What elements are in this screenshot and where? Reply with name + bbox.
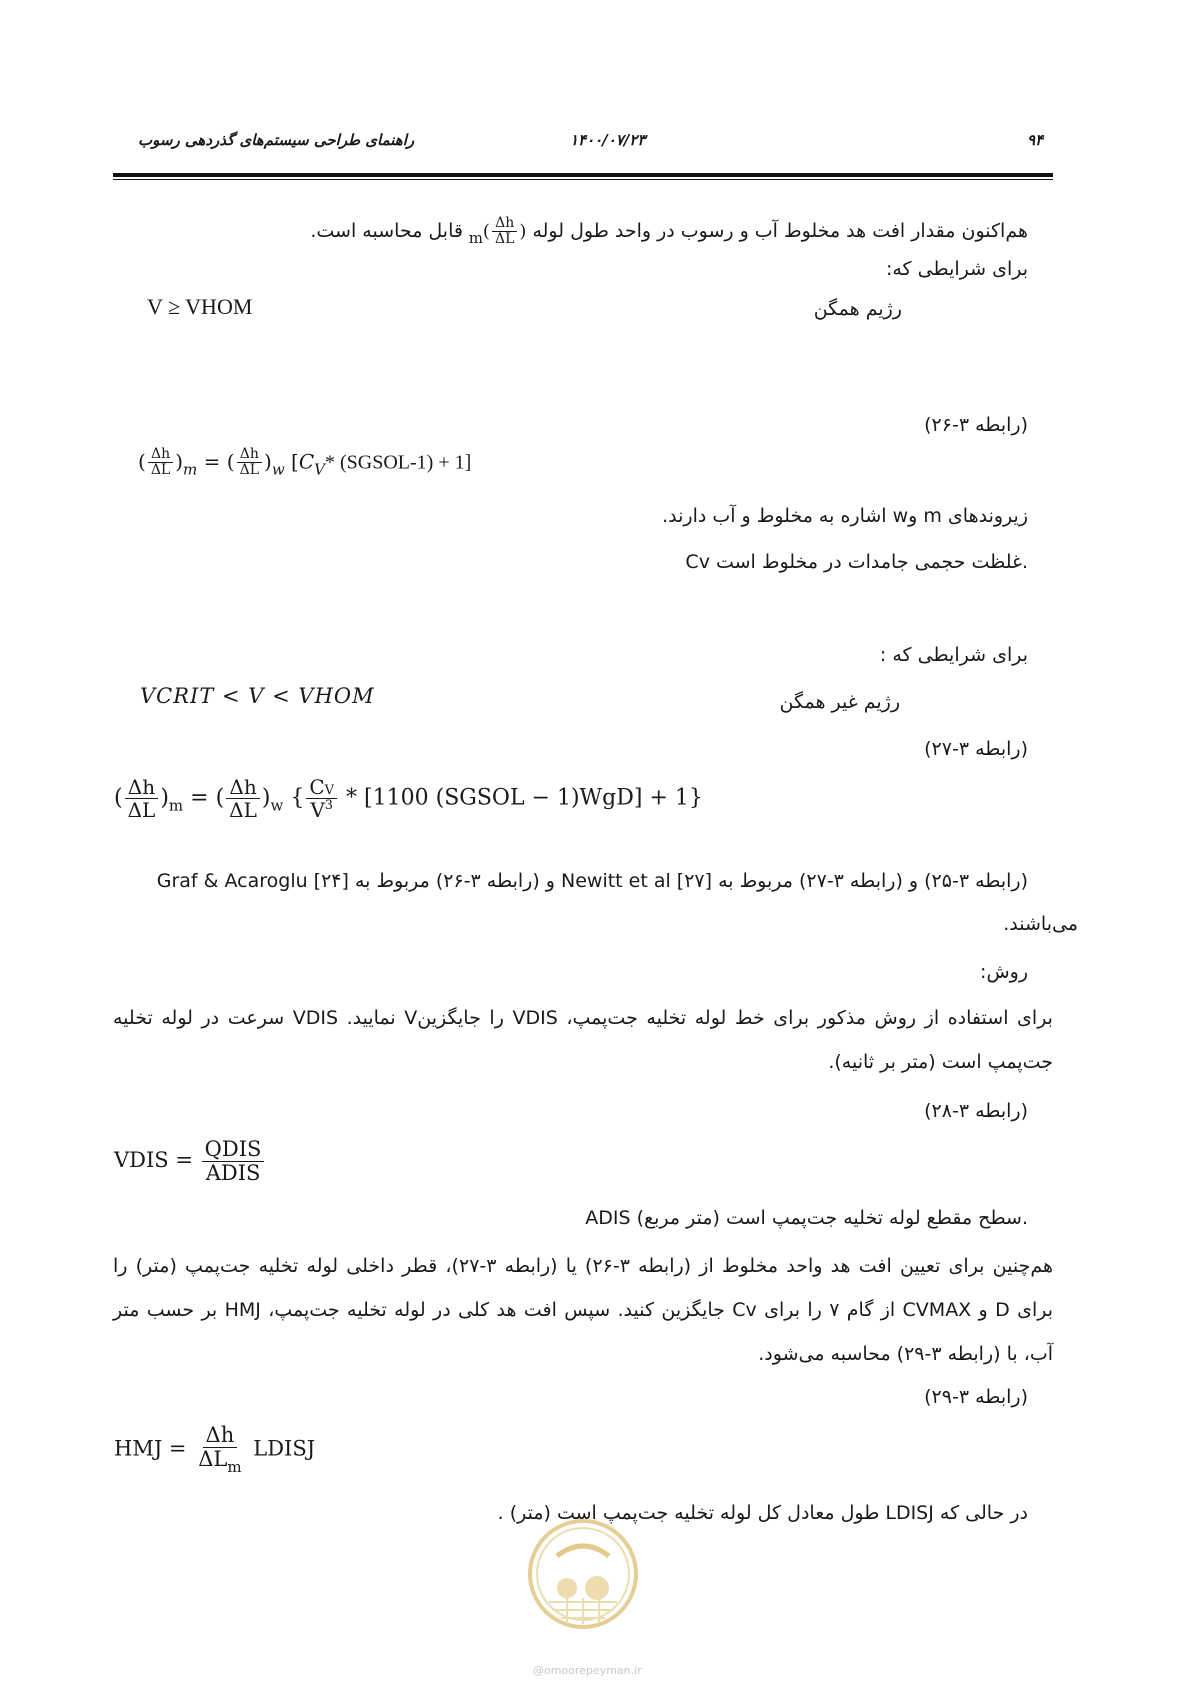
subscripts-note: زیروندهای m وw اشاره به مخلوط و آب دارند. — [662, 505, 1028, 527]
equation-26: ( $\frac{\Delta h}{\Delta L}$ )$_m$ = ( $\frac{\Delta h}{\Delta L}$ )$_w$ [$C_V*$ (SGSOL-1) + 1] — [138, 446, 472, 479]
condition2-regime: رژیم غیر همگن — [779, 691, 900, 713]
eq26-cv: C — [298, 449, 315, 474]
eq26-frac-w-num: Δh — [237, 447, 262, 463]
eq26-bracket: [ — [291, 449, 299, 474]
eq27-v: V — [310, 798, 325, 823]
equation-27: ( $\frac{\Delta h}{\Delta L}$ )$_m$ = ( $\frac{\Delta h}{\Delta L}$ )$_w$ { $\frac{CV}{V^3}$ * [1100 (SGSOL − 1)WgD] + 1} — [114, 775, 703, 823]
eq27-sub-m: m — [168, 796, 184, 815]
eq26-frac-w — [237, 447, 262, 479]
hmj-rhs: LDISJ — [253, 1436, 316, 1461]
condition2-expression: VCRIT < V < VHOM — [140, 684, 375, 708]
eq26-frac-m-den: ΔL — [150, 462, 171, 479]
cvmax-paragraph: هم‌چنین برای تعیین افت هد واحد مخلوط از (رابطه ۳-۲۶) یا (رابطه ۳-۲۷)، قطر داخلی لوله تخلیه جت‌پمپ (متر) را برای D و CVMAX از گام ۷ را برای Cv جایگزین کنید. سپس افت هد کلی در لوله تخلیه جت‌پمپ، HMJ بر حسب متر آب، با (رابطه ۳-۲۹) محاسبه می‌شود. — [113, 1255, 1053, 1365]
cv-note: Cv غلظت حجمی جامدات در مخلوط است. — [685, 551, 1028, 573]
watermark-site: @omoorepeyman.ir — [533, 1664, 642, 1677]
relation-26-label: (رابطه ۳-۲۶) — [924, 414, 1028, 436]
eq27-frac-m-den: ΔL — [127, 798, 156, 823]
hmj-den-text: ΔL — [198, 1447, 228, 1472]
hmj-denominator — [195, 1448, 244, 1476]
equation-28 — [114, 1138, 266, 1185]
eq26-frac-m-num: Δh — [148, 447, 173, 463]
references-line-2: می‌باشند. — [1003, 913, 1078, 935]
eq26-frac-m — [148, 447, 173, 479]
condition1-expression: V ≥ VHOM — [147, 294, 253, 319]
watermark-seal-icon — [527, 1518, 639, 1630]
vdis-numerator: QDIS — [202, 1138, 265, 1162]
eq27-frac-m — [125, 776, 159, 821]
eq27-frac-m-num: Δh — [125, 776, 158, 799]
equation-29 — [114, 1424, 315, 1476]
eq27-frac-w — [226, 776, 260, 821]
eq27-v-sup: 3 — [324, 798, 334, 814]
inline-fraction-dh-dl-m: ( $\frac{\Delta h}{\Delta L}$ )$_m$ — [468, 215, 527, 248]
ldisj-note: در حالی که LDISJ طول معادل کل لوله تخلیه جت‌پمپ است (متر) . — [497, 1502, 1028, 1524]
eq27-frac-cv — [306, 776, 337, 821]
relation-27-label: (رابطه ۳-۲۷) — [924, 738, 1028, 760]
header-rule-thick — [113, 173, 1053, 177]
eq26-cv-sub: V — [314, 460, 325, 479]
eq26-rest: * (SGSOL-1) + 1] — [324, 451, 472, 474]
eq26-equals: = — [203, 449, 221, 474]
eq27-equals: = — [190, 785, 209, 811]
eq27-tail: * [1100 (SGSOL − 1)WgD] + 1} — [346, 785, 703, 811]
eq26-frac-w-den: ΔL — [239, 462, 259, 479]
vdis-fraction — [202, 1138, 265, 1185]
adis-note: ADIS سطح مقطع لوله تخلیه جت‌پمپ است (متر مربع). — [585, 1207, 1028, 1229]
method-label: روش: — [980, 961, 1028, 983]
eq27-sub-w: w — [270, 796, 284, 815]
intro-paragraph — [310, 216, 1028, 248]
eq26-sub-w: w — [271, 460, 285, 479]
condition1-regime: رژیم همگن — [813, 298, 902, 320]
eq27-cv: C — [309, 775, 325, 799]
inline-frac-den: ΔL — [494, 231, 515, 248]
header-book-title: راهنمای طراحی سیستم‌های گذردهی رسوب — [138, 131, 415, 149]
references-line-1: (رابطه ۳-۲۵) و (رابطه ۳-۲۷) مربوط به Newitt et al [۲۷] و (رابطه ۳-۲۶) مربوط به Graf & Acaroglu [۲۴] — [156, 870, 1028, 892]
page-number: ۹۴ — [1027, 131, 1044, 149]
method-paragraph: برای استفاده از روش مذکور برای خط لوله تخلیه جت‌پمپ، VDIS را جایگزینV نمایید. VDIS سرعت در لوله تخلیه جت‌پمپ است (متر بر ثانیه). — [113, 1007, 1053, 1073]
vdis-denominator: ADIS — [205, 1161, 261, 1186]
header-rule-thin — [113, 179, 1053, 180]
eq27-frac-w-num: Δh — [226, 776, 259, 799]
hmj-lhs: HMJ = — [114, 1436, 187, 1461]
eq27-cv-sub: V — [324, 783, 335, 798]
condition1-intro: برای شرایطی که: — [885, 258, 1028, 280]
relation-29-label: (رابطه ۳-۲۹) — [924, 1386, 1028, 1408]
hmj-numerator: Δh — [203, 1424, 238, 1448]
relation-28-label: (رابطه ۳-۲۸) — [924, 1100, 1028, 1122]
inline-frac-num: Δh — [492, 216, 517, 232]
intro-text-before: هم‌اکنون مقدار افت هد مخلوط آب و رسوب در واحد طول لوله — [532, 219, 1028, 242]
condition2-intro: برای شرایطی که : — [879, 644, 1028, 666]
intro-text-after: قابل محاسبه است. — [310, 219, 463, 242]
eq27-frac-w-den: ΔL — [229, 798, 257, 823]
eq27-frac-cv-num — [306, 776, 337, 799]
eq26-sub-m: m — [183, 460, 198, 479]
inline-frac — [492, 216, 517, 248]
vdis-lhs: VDIS = — [114, 1148, 193, 1173]
hmj-fraction — [195, 1424, 244, 1476]
header-date: ۱۴۰۰/۰۷/۲۳ — [570, 131, 646, 149]
inline-frac-sub: m — [468, 228, 483, 247]
eq27-frac-cv-den — [307, 799, 336, 821]
hmj-den-sub: m — [227, 1458, 242, 1477]
